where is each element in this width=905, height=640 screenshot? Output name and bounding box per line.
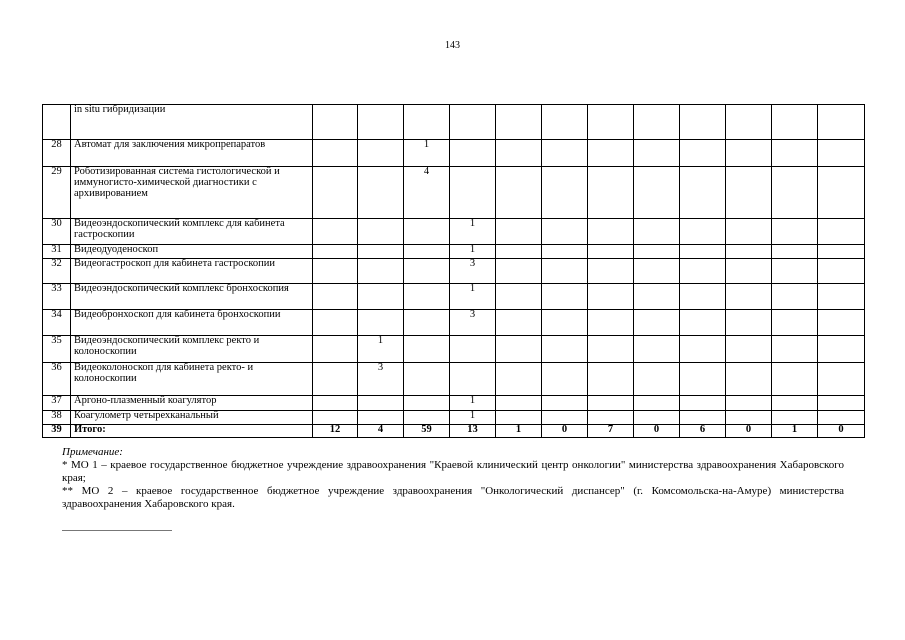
quantity-cell: 1 bbox=[450, 219, 496, 245]
equipment-name: Коагулометр четырехканальный bbox=[71, 411, 313, 425]
quantity-cell bbox=[680, 259, 726, 284]
quantity-cell bbox=[588, 245, 634, 259]
quantity-cell bbox=[496, 259, 542, 284]
quantity-cell bbox=[818, 411, 865, 425]
row-number: 39 bbox=[43, 425, 71, 438]
quantity-cell bbox=[818, 363, 865, 396]
quantity-cell: 1 bbox=[450, 411, 496, 425]
equipment-name: Итого: bbox=[71, 425, 313, 438]
quantity-cell bbox=[726, 219, 772, 245]
quantity-cell bbox=[772, 363, 818, 396]
equipment-name: Автомат для заключения микропрепаратов bbox=[71, 140, 313, 167]
quantity-cell bbox=[818, 259, 865, 284]
quantity-cell bbox=[496, 167, 542, 219]
table-row bbox=[43, 219, 865, 245]
quantity-cell bbox=[542, 363, 588, 396]
quantity-cell: 1 bbox=[450, 284, 496, 310]
quantity-cell bbox=[542, 396, 588, 411]
quantity-cell bbox=[542, 219, 588, 245]
table-row bbox=[43, 396, 865, 411]
equipment-name: Видеоэндоскопический комплекс бронхоскопия bbox=[71, 284, 313, 310]
table-total-row bbox=[43, 425, 865, 438]
equipment-table bbox=[42, 104, 865, 438]
quantity-cell bbox=[680, 310, 726, 336]
quantity-cell bbox=[680, 336, 726, 363]
quantity-cell bbox=[542, 105, 588, 140]
quantity-cell bbox=[313, 105, 358, 140]
quantity-cell bbox=[542, 140, 588, 167]
quantity-cell bbox=[772, 396, 818, 411]
quantity-cell bbox=[404, 363, 450, 396]
quantity-cell bbox=[358, 411, 404, 425]
equipment-name: in situ гибридизации bbox=[71, 105, 313, 140]
quantity-cell bbox=[496, 411, 542, 425]
equipment-name: Видеогастроскоп для кабинета гастроскопии bbox=[71, 259, 313, 284]
quantity-cell bbox=[818, 396, 865, 411]
quantity-cell: 3 bbox=[450, 259, 496, 284]
quantity-cell bbox=[818, 219, 865, 245]
quantity-cell bbox=[634, 411, 680, 425]
quantity-cell bbox=[450, 363, 496, 396]
table-row bbox=[43, 105, 865, 140]
quantity-cell bbox=[404, 411, 450, 425]
quantity-cell bbox=[680, 140, 726, 167]
quantity-cell bbox=[588, 363, 634, 396]
quantity-cell bbox=[404, 396, 450, 411]
row-number: 34 bbox=[43, 310, 71, 336]
table-row bbox=[43, 310, 865, 336]
quantity-cell bbox=[772, 105, 818, 140]
row-number bbox=[43, 105, 71, 140]
notes-title: Примечание: bbox=[62, 446, 123, 458]
quantity-cell bbox=[818, 167, 865, 219]
quantity-cell: 4 bbox=[404, 167, 450, 219]
quantity-cell bbox=[680, 363, 726, 396]
row-number: 32 bbox=[43, 259, 71, 284]
quantity-cell bbox=[634, 259, 680, 284]
quantity-cell bbox=[772, 284, 818, 310]
quantity-cell bbox=[358, 396, 404, 411]
quantity-cell: 0 bbox=[818, 425, 865, 438]
quantity-cell bbox=[358, 219, 404, 245]
quantity-cell: 1 bbox=[772, 425, 818, 438]
quantity-cell bbox=[313, 396, 358, 411]
quantity-cell bbox=[496, 105, 542, 140]
quantity-cell bbox=[772, 411, 818, 425]
quantity-cell bbox=[680, 396, 726, 411]
row-number: 36 bbox=[43, 363, 71, 396]
quantity-cell bbox=[726, 310, 772, 336]
quantity-cell bbox=[726, 336, 772, 363]
quantity-cell: 0 bbox=[542, 425, 588, 438]
quantity-cell bbox=[542, 310, 588, 336]
quantity-cell bbox=[818, 245, 865, 259]
quantity-cell: 1 bbox=[404, 140, 450, 167]
row-number: 30 bbox=[43, 219, 71, 245]
quantity-cell bbox=[358, 140, 404, 167]
quantity-cell bbox=[726, 167, 772, 219]
quantity-cell: 3 bbox=[358, 363, 404, 396]
equipment-name: Видеоэндоскопический комплекс для кабинета гастроскопии bbox=[71, 219, 313, 245]
row-number: 29 bbox=[43, 167, 71, 219]
quantity-cell bbox=[588, 396, 634, 411]
quantity-cell bbox=[726, 245, 772, 259]
equipment-name: Видеоэндоскопический комплекс ректо и колоноскопии bbox=[71, 336, 313, 363]
quantity-cell bbox=[818, 105, 865, 140]
quantity-cell bbox=[634, 219, 680, 245]
quantity-cell bbox=[818, 336, 865, 363]
row-number: 38 bbox=[43, 411, 71, 425]
quantity-cell bbox=[450, 105, 496, 140]
quantity-cell bbox=[634, 310, 680, 336]
quantity-cell bbox=[313, 336, 358, 363]
quantity-cell bbox=[634, 363, 680, 396]
quantity-cell bbox=[818, 284, 865, 310]
quantity-cell: 3 bbox=[450, 310, 496, 336]
quantity-cell bbox=[726, 140, 772, 167]
quantity-cell bbox=[772, 310, 818, 336]
quantity-cell bbox=[450, 140, 496, 167]
quantity-cell bbox=[772, 167, 818, 219]
equipment-name: Видеобронхоскоп для кабинета бронхоскопии bbox=[71, 310, 313, 336]
quantity-cell bbox=[358, 310, 404, 336]
quantity-cell: 4 bbox=[358, 425, 404, 438]
quantity-cell bbox=[313, 167, 358, 219]
equipment-name: Аргоно-плазменный коагулятор bbox=[71, 396, 313, 411]
quantity-cell: 1 bbox=[450, 396, 496, 411]
table-row bbox=[43, 336, 865, 363]
note-mo1: * МО 1 – краевое государственное бюджетное учреждение здравоохранения "Краевой клинический центр онкологии" министерства здравоохранения Хабаровского края; bbox=[62, 459, 844, 484]
quantity-cell bbox=[404, 259, 450, 284]
quantity-cell bbox=[772, 140, 818, 167]
quantity-cell bbox=[772, 219, 818, 245]
table-row bbox=[43, 167, 865, 219]
quantity-cell bbox=[313, 259, 358, 284]
quantity-cell bbox=[358, 245, 404, 259]
quantity-cell bbox=[496, 310, 542, 336]
row-number: 33 bbox=[43, 284, 71, 310]
quantity-cell bbox=[726, 411, 772, 425]
quantity-cell bbox=[358, 259, 404, 284]
quantity-cell bbox=[313, 219, 358, 245]
quantity-cell bbox=[496, 245, 542, 259]
table-row bbox=[43, 140, 865, 167]
quantity-cell bbox=[634, 140, 680, 167]
notes-section bbox=[62, 446, 844, 511]
quantity-cell bbox=[313, 363, 358, 396]
quantity-cell bbox=[726, 363, 772, 396]
quantity-cell: 1 bbox=[496, 425, 542, 438]
table-row bbox=[43, 284, 865, 310]
quantity-cell bbox=[542, 284, 588, 310]
quantity-cell bbox=[588, 284, 634, 310]
quantity-cell bbox=[680, 245, 726, 259]
quantity-cell bbox=[358, 284, 404, 310]
quantity-cell bbox=[726, 396, 772, 411]
quantity-cell bbox=[313, 310, 358, 336]
quantity-cell bbox=[818, 310, 865, 336]
quantity-cell bbox=[634, 284, 680, 310]
quantity-cell bbox=[772, 336, 818, 363]
quantity-cell: 7 bbox=[588, 425, 634, 438]
quantity-cell bbox=[634, 105, 680, 140]
quantity-cell bbox=[588, 219, 634, 245]
quantity-cell bbox=[450, 336, 496, 363]
table-row bbox=[43, 363, 865, 396]
equipment-name: Роботизированная система гистологической и иммуногисто-химической диагностики с архивированием bbox=[71, 167, 313, 219]
quantity-cell bbox=[634, 336, 680, 363]
quantity-cell: 0 bbox=[726, 425, 772, 438]
quantity-cell bbox=[313, 140, 358, 167]
note-mo2: ** МО 2 – краевое государственное бюджетное учреждение здравоохранения "Онкологический диспансер" (г. Комсомольска-на-Амуре) министерства здравоохранения Хабаровского края. bbox=[62, 485, 844, 510]
table-row bbox=[43, 259, 865, 284]
row-number: 31 bbox=[43, 245, 71, 259]
page-number: 143 bbox=[445, 40, 460, 51]
quantity-cell bbox=[496, 336, 542, 363]
equipment-name: Видеоколоноскоп для кабинета ректо- и колоноскопии bbox=[71, 363, 313, 396]
quantity-cell bbox=[404, 245, 450, 259]
quantity-cell bbox=[634, 245, 680, 259]
quantity-cell bbox=[496, 219, 542, 245]
row-number: 35 bbox=[43, 336, 71, 363]
quantity-cell bbox=[450, 167, 496, 219]
quantity-cell bbox=[726, 105, 772, 140]
quantity-cell: 6 bbox=[680, 425, 726, 438]
quantity-cell bbox=[588, 336, 634, 363]
quantity-cell bbox=[404, 284, 450, 310]
quantity-cell bbox=[588, 411, 634, 425]
quantity-cell bbox=[404, 310, 450, 336]
quantity-cell bbox=[542, 411, 588, 425]
quantity-cell: 0 bbox=[634, 425, 680, 438]
quantity-cell bbox=[358, 105, 404, 140]
quantity-cell bbox=[313, 245, 358, 259]
quantity-cell bbox=[313, 411, 358, 425]
quantity-cell bbox=[496, 140, 542, 167]
quantity-cell bbox=[496, 363, 542, 396]
quantity-cell bbox=[404, 336, 450, 363]
quantity-cell bbox=[680, 284, 726, 310]
quantity-cell bbox=[542, 259, 588, 284]
quantity-cell bbox=[588, 140, 634, 167]
quantity-cell bbox=[496, 284, 542, 310]
table-row bbox=[43, 245, 865, 259]
quantity-cell bbox=[680, 167, 726, 219]
quantity-cell bbox=[818, 140, 865, 167]
quantity-cell bbox=[726, 284, 772, 310]
quantity-cell: 12 bbox=[313, 425, 358, 438]
quantity-cell bbox=[496, 396, 542, 411]
quantity-cell bbox=[634, 396, 680, 411]
quantity-cell bbox=[680, 411, 726, 425]
quantity-cell bbox=[588, 167, 634, 219]
quantity-cell bbox=[404, 105, 450, 140]
quantity-cell bbox=[542, 245, 588, 259]
quantity-cell bbox=[588, 310, 634, 336]
quantity-cell bbox=[680, 219, 726, 245]
quantity-cell bbox=[772, 259, 818, 284]
quantity-cell: 13 bbox=[450, 425, 496, 438]
equipment-name: Видеодуоденоскоп bbox=[71, 245, 313, 259]
quantity-cell bbox=[313, 284, 358, 310]
row-number: 28 bbox=[43, 140, 71, 167]
row-number: 37 bbox=[43, 396, 71, 411]
quantity-cell bbox=[726, 259, 772, 284]
table-row bbox=[43, 411, 865, 425]
quantity-cell bbox=[358, 167, 404, 219]
footnote-separator bbox=[62, 530, 172, 531]
quantity-cell bbox=[588, 105, 634, 140]
quantity-cell: 1 bbox=[450, 245, 496, 259]
quantity-cell bbox=[680, 105, 726, 140]
quantity-cell bbox=[634, 167, 680, 219]
quantity-cell bbox=[542, 336, 588, 363]
quantity-cell: 59 bbox=[404, 425, 450, 438]
quantity-cell bbox=[772, 245, 818, 259]
quantity-cell: 1 bbox=[358, 336, 404, 363]
quantity-cell bbox=[404, 219, 450, 245]
quantity-cell bbox=[588, 259, 634, 284]
quantity-cell bbox=[542, 167, 588, 219]
